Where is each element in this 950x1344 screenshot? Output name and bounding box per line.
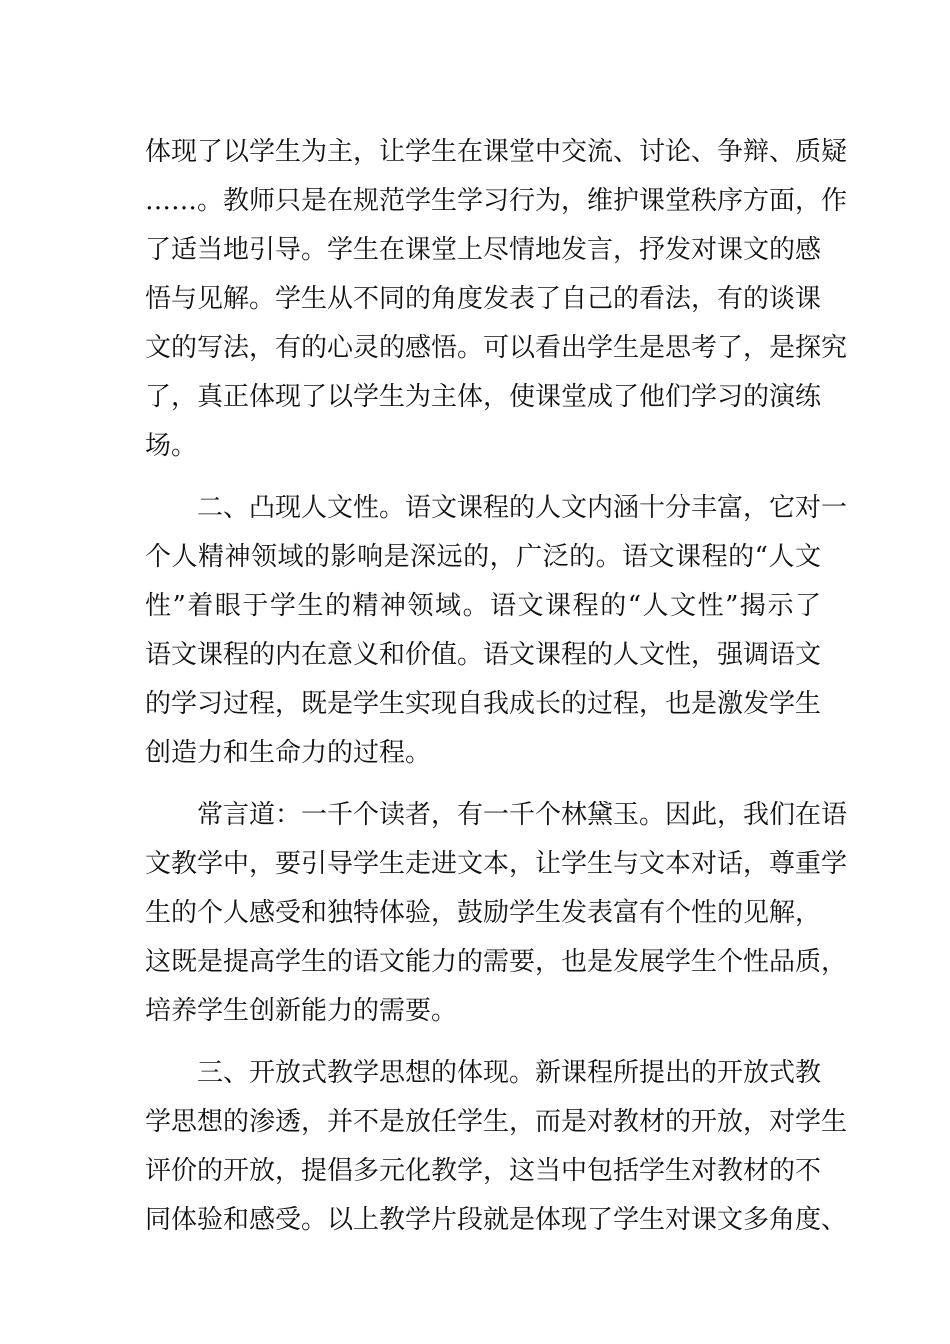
text-line: 体现了以学生为主，让学生在课堂中交流、讨论、争辩、质疑 [145,137,848,167]
text-line: 评价的开放，提倡多元化教学，这当中包括学生对教材的不 [145,1156,822,1186]
text-line: 同体验和感受。以上教学片段就是体现了学生对课文多角度、 [145,1205,848,1235]
text-line: 学思想的渗透，并不是放任学生，而是对教材的开放，对学生 [145,1107,848,1137]
text-line: 创造力和生命力的过程。 [145,738,432,768]
paragraph-gap [145,778,821,791]
text-line: 三、开放式教学思想的体现。新课程所提出的开放式教 [197,1058,822,1088]
text-line: 场。 [145,431,198,461]
text-line: 了适当地引导。学生在课堂上尽情地发言，抒发对课文的感 [145,235,822,265]
paragraph-2 [145,484,848,778]
text-line: 生的个人感受和独特体验，鼓励学生发表富有个性的见解， [145,898,822,928]
paragraph-1 [145,128,848,471]
text-line: 个人精神领域的影响是深远的，广泛的。语文课程的“人文 [145,542,821,572]
text-line: 常言道：一千个读者，有一千个林黛玉。因此，我们在语 [197,800,848,830]
paragraph-4 [145,1049,848,1245]
text-line: 培养学生创新能力的需要。 [145,996,458,1026]
text-line: 语文课程的内在意义和价值。语文课程的人文性，强调语文 [145,640,822,670]
paragraph-3 [145,791,848,1036]
text-line: 的学习过程，既是学生实现自我成长的过程，也是激发学生 [145,689,822,719]
paragraph-gap [145,471,821,484]
text-line: ……。教师只是在规范学生学习行为，维护课堂秩序方面，作 [145,186,848,216]
text-line: 文的写法，有的心灵的感悟。可以看出学生是思考了，是探究 [145,333,848,363]
text-line: 文教学中，要引导学生走进文本，让学生与文本对话，尊重学 [145,849,848,879]
text-line: 悟与见解。学生从不同的角度发表了自己的看法，有的谈课 [145,284,822,314]
text-line: 性”着眼于学生的精神领域。语文课程的“人文性”揭示了 [145,591,821,621]
document-body [145,128,848,1245]
text-line: 这既是提高学生的语文能力的需要，也是发展学生个性品质， [145,947,848,977]
text-line: 了，真正体现了以学生为主体，使课堂成了他们学习的演练 [145,382,822,412]
paragraph-gap [145,1036,821,1049]
text-line: 二、凸现人文性。语文课程的人文内涵十分丰富，它对一 [197,493,848,523]
